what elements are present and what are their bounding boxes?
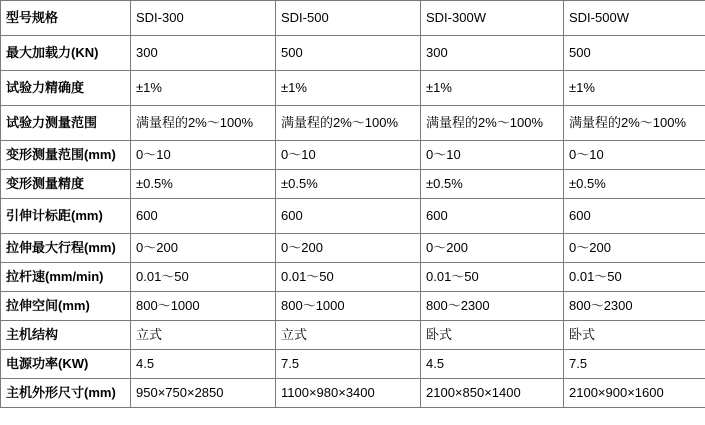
row-value: 800～1000 xyxy=(276,292,421,321)
row-value: 0.01～50 xyxy=(276,263,421,292)
column-header-model-4: SDI-500W xyxy=(564,1,705,36)
row-value: 800～2300 xyxy=(564,292,705,321)
row-value: 卧式 xyxy=(421,321,564,350)
table-row xyxy=(1,36,705,71)
table-row xyxy=(1,71,705,106)
row-value: ±1% xyxy=(564,71,705,106)
row-value: 2100×850×1400 xyxy=(421,379,564,408)
row-label: 电源功率(KW) xyxy=(1,350,131,379)
row-value: 300 xyxy=(131,36,276,71)
column-header-model-2: SDI-500 xyxy=(276,1,421,36)
row-value: 0～200 xyxy=(564,234,705,263)
table-row xyxy=(1,379,705,408)
column-header-model-3: SDI-300W xyxy=(421,1,564,36)
row-value: 300 xyxy=(421,36,564,71)
row-value: 0.01～50 xyxy=(131,263,276,292)
row-value: 800～2300 xyxy=(421,292,564,321)
row-value: 7.5 xyxy=(564,350,705,379)
row-value: 4.5 xyxy=(131,350,276,379)
row-value: 满量程的2%～100% xyxy=(564,106,705,141)
row-value: ±1% xyxy=(131,71,276,106)
row-value: 7.5 xyxy=(276,350,421,379)
table-body xyxy=(1,1,705,408)
row-value: ±1% xyxy=(421,71,564,106)
row-label: 主机结构 xyxy=(1,321,131,350)
row-value: 4.5 xyxy=(421,350,564,379)
row-value: 满量程的2%～100% xyxy=(421,106,564,141)
row-label: 试验力精确度 xyxy=(1,71,131,106)
table-header-row xyxy=(1,1,705,36)
row-value: 950×750×2850 xyxy=(131,379,276,408)
table-row xyxy=(1,263,705,292)
table-row xyxy=(1,321,705,350)
row-value: 0.01～50 xyxy=(564,263,705,292)
row-value: 0～200 xyxy=(276,234,421,263)
row-label: 变形测量范围(mm) xyxy=(1,141,131,170)
row-label: 最大加载力(KN) xyxy=(1,36,131,71)
row-value: 立式 xyxy=(276,321,421,350)
row-value: 500 xyxy=(276,36,421,71)
row-value: 0～10 xyxy=(564,141,705,170)
row-label: 拉伸空间(mm) xyxy=(1,292,131,321)
row-label: 主机外形尺寸(mm) xyxy=(1,379,131,408)
row-label: 拉杆速(mm/min) xyxy=(1,263,131,292)
row-value: ±0.5% xyxy=(276,170,421,199)
row-value: 0.01～50 xyxy=(421,263,564,292)
row-value: 满量程的2%～100% xyxy=(276,106,421,141)
row-value: 600 xyxy=(421,199,564,234)
table-row xyxy=(1,350,705,379)
row-value: 600 xyxy=(276,199,421,234)
column-header-model-1: SDI-300 xyxy=(131,1,276,36)
row-value: 500 xyxy=(564,36,705,71)
row-value: 0～10 xyxy=(131,141,276,170)
row-value: 满量程的2%～100% xyxy=(131,106,276,141)
row-label: 变形测量精度 xyxy=(1,170,131,199)
row-value: 0～200 xyxy=(131,234,276,263)
table-row xyxy=(1,292,705,321)
row-value: 600 xyxy=(131,199,276,234)
table-row xyxy=(1,199,705,234)
row-value: ±0.5% xyxy=(421,170,564,199)
table-row xyxy=(1,106,705,141)
row-value: 1100×980×3400 xyxy=(276,379,421,408)
row-value: 2100×900×1600 xyxy=(564,379,705,408)
table-row xyxy=(1,170,705,199)
row-value: 0～200 xyxy=(421,234,564,263)
row-value: 立式 xyxy=(131,321,276,350)
row-label: 引伸计标距(mm) xyxy=(1,199,131,234)
row-label: 试验力测量范围 xyxy=(1,106,131,141)
table-row xyxy=(1,141,705,170)
row-value: 800～1000 xyxy=(131,292,276,321)
column-header-spec: 型号规格 xyxy=(1,1,131,36)
table-row xyxy=(1,234,705,263)
row-value: 卧式 xyxy=(564,321,705,350)
row-value: ±0.5% xyxy=(564,170,705,199)
row-value: 600 xyxy=(564,199,705,234)
row-value: ±0.5% xyxy=(131,170,276,199)
row-value: 0～10 xyxy=(421,141,564,170)
row-value: ±1% xyxy=(276,71,421,106)
row-label: 拉伸最大行程(mm) xyxy=(1,234,131,263)
row-value: 0～10 xyxy=(276,141,421,170)
